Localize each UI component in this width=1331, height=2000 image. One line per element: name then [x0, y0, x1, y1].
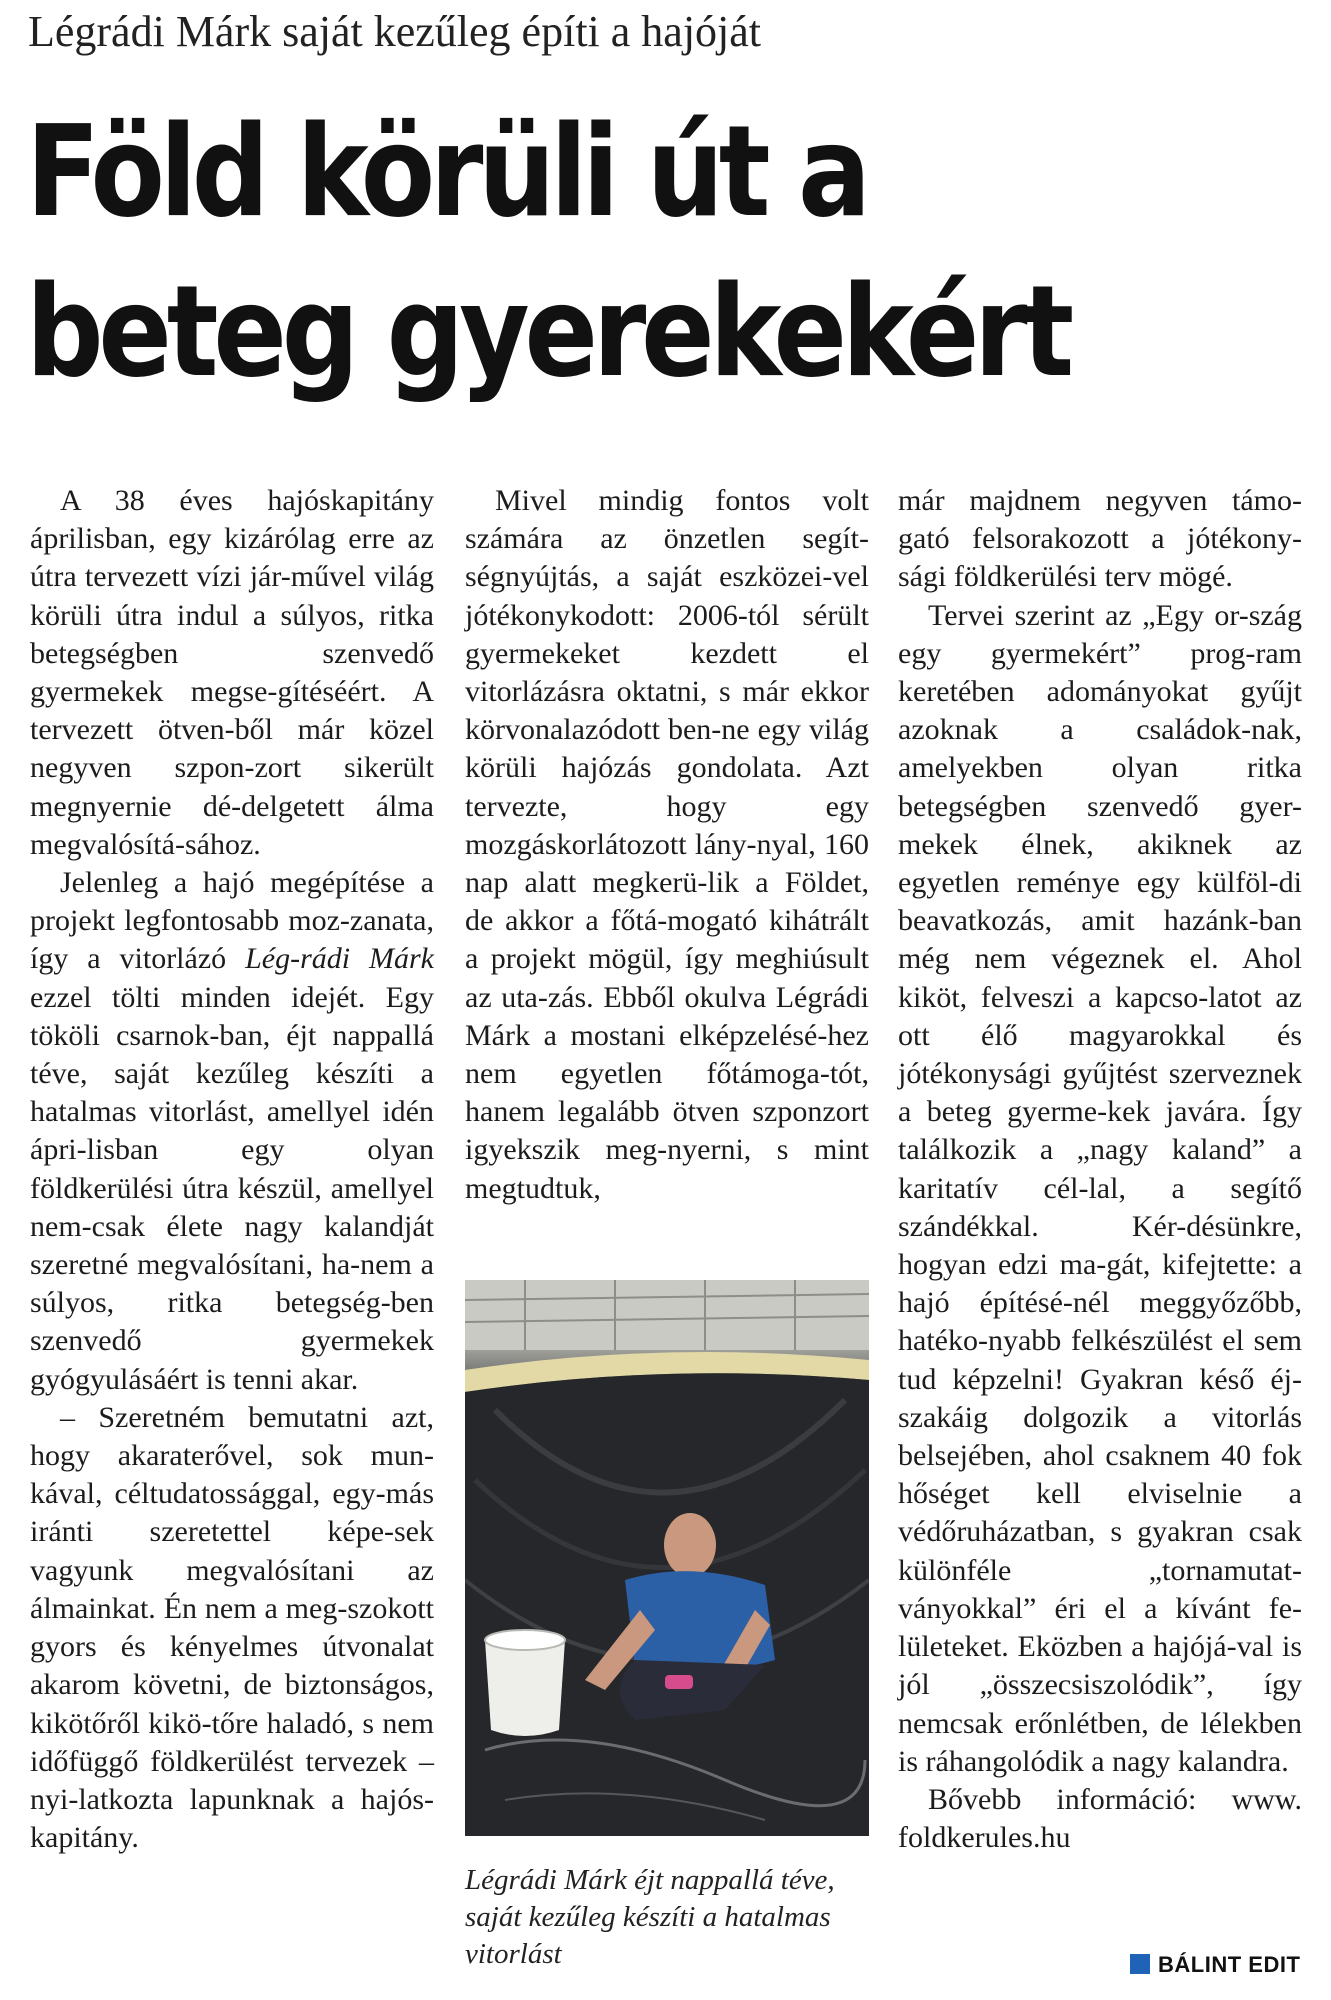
article-photo	[465, 1280, 869, 1836]
headline-line-2: beteg gyerekekért	[26, 258, 1070, 405]
text-column-3	[898, 482, 1302, 1857]
paragraph-text: ezzel tölti minden idejét. Egy tököli csarnok-​ban, éjt nappallá téve, saját kezűleg készíti a hatalmas vitorlást, amellyel idén ápri-​lisban egy olyan földkerülési útra készül, amellyel nem-​csak élete nagy kalandját szeretné megvalósítani, ha-​nem a súlyos, ritka betegség-​ben szenvedő gyermekek gyógyulásáért is tenni akar.	[30, 980, 434, 1396]
article-kicker: Légrádi Márk saját kezűleg építi a hajóját	[28, 7, 762, 56]
paragraph: már majdnem negyven támo-​gató felsorakozott a jótékony-​sági földkerülési terv mögé.	[898, 484, 1302, 594]
paragraph-text: Jelenleg a hajó megépítése a projekt legfontosabb moz-​zanata, így a vitorlázó	[30, 866, 434, 976]
paragraph: Bővebb információ: www. foldkerules.hu	[898, 1782, 1302, 1855]
photo-caption: Légrádi Márk éjt nappallá téve, saját kezűleg készíti a hatalmas vitorlást	[465, 1864, 835, 1970]
headline-line-1: Föld körüli út a	[26, 98, 866, 245]
paragraph	[30, 864, 434, 1399]
paragraph: Mivel mindig fontos volt számára az önzetlen segít-​ségnyújtás, a saját eszközei-​vel jótékonykodott: 2006-tól sérült gyermekeket kezdett el vitorlázásra oktatni, s már ekkor körvonalazódott ben-​ne egy világ körüli hajózás gondolata. Azt tervezte, hogy egy mozgáskorlátozott lány-​nyal, 160 nap alatt megkerü-​lik a Földet, de akkor a főtá-​mogató kihátrált a projekt mögül, így meghiúsult az uta-​zás. Ebből okulva Légrádi Márk a mostani elképzelésé-​hez nem egyetlen főtámoga-​tót, hanem legalább ötven szponzort igyekszik meg-​nyerni, s mint megtudtuk,	[465, 484, 869, 1205]
photo-illustration	[465, 1280, 869, 1836]
text-column-1	[30, 482, 434, 1857]
author-byline	[1130, 1950, 1300, 1980]
paragraph: – Szeretném bemutatni azt, hogy akaraterővel, sok mun-​kával, céltudatossággal, egy-​más iránti szeretettel képe-​sek vagyunk megvalósítani az álmainkat. Én nem a meg-​szokott gyors és kényelmes útvonalat akarom követni, de biztonságos, kikötőről kikö-​tőre haladó, s nem időfüggő földkerülést tervezek – nyi-​latkozta lapunknak a hajós-​kapitány.	[30, 1400, 434, 1855]
text-column-2	[465, 482, 869, 1208]
paragraph: Tervei szerint az „Egy or-​szág egy gyermekért” prog-​ram keretében adományokat gyűjt azoknak a családok-​nak, amelyekben olyan ritka betegségben szenvedő gyer-​mekek élnek, akiknek az egyetlen reménye egy külföl-​di beavatkozás, amit hazánk-​ban még nem végeznek el. Ahol kiköt, felveszi a kapcso-​latot az ott élő magyarokkal és jótékonysági gyűjtést szerveznek a beteg gyerme-​kek javára. Így találkozik a „nagy kaland” a karitatív cél-​lal, a segítő szándékkal. Kér-​désünkre, hogyan edzi ma-​gát, kifejtette: a hajó építésé-​nél meggyőzőbb, hatéko-​nyabb felkészülést el sem tud képzelni! Gyakran késő éj-​szakáig dolgozik a vitorlás belsejében, ahol csaknem 40 fok hőséget kell elviselnie a védőruházatban, s gyakran csak különféle „tornamutat-​ványokkal” éri el a kívánt fe-​lületeket. Eközben a hajójá-​val is jól „összecsiszolódik”, így nemcsak erőnlétben, de lélekben is ráhangolódik a nagy kalandra.	[898, 598, 1302, 1778]
paragraph: A 38 éves hajóskapitány áprilisban, egy kizárólag erre az útra tervezett vízi jár-​művel világ körüli útra indul a súlyos, ritka betegségben szenvedő gyermekek megse-​gítéséért. A tervezett ötven-​ből már közel negyven szpon-​zort sikerült megnyernie dé-​delgetett álma megvalósítá-​sához.	[30, 484, 434, 861]
byline-marker-icon	[1130, 1954, 1150, 1974]
article-headline	[26, 92, 1135, 412]
person-name: Lég-​rádi Márk	[245, 942, 434, 976]
author-name: BÁLINT EDIT	[1158, 1952, 1301, 1977]
